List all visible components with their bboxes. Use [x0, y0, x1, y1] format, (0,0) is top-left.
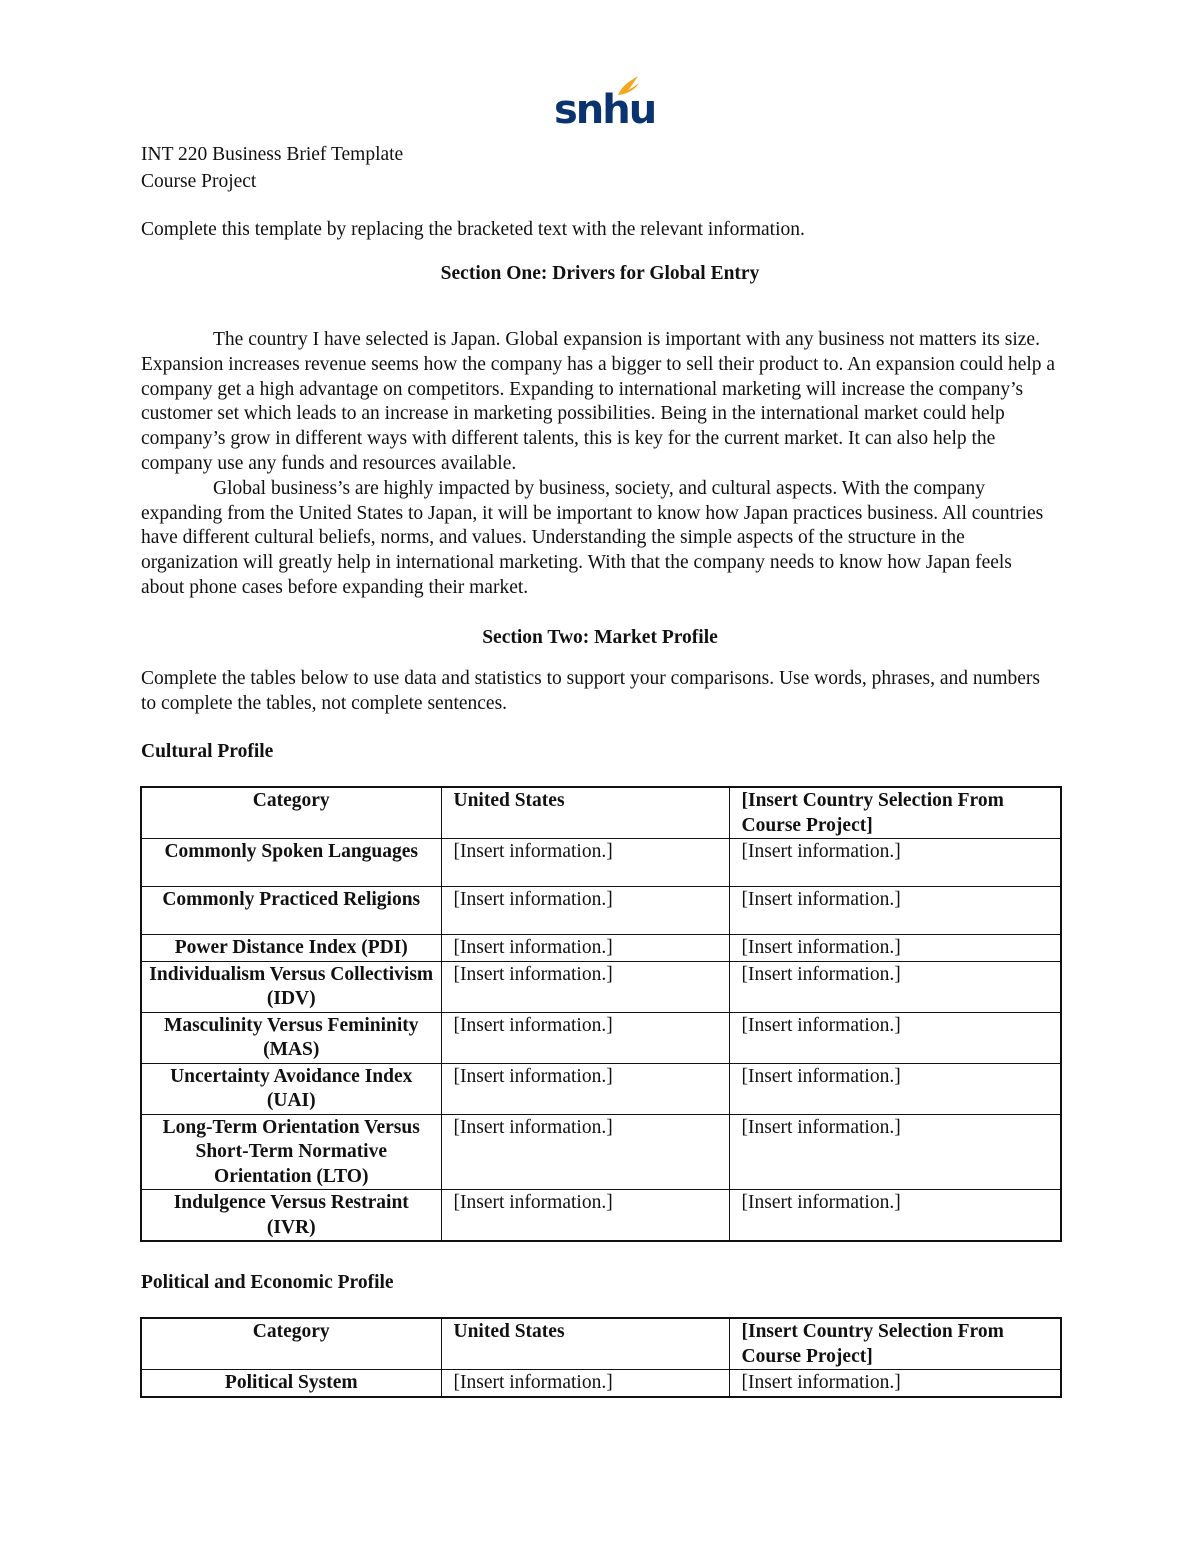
- header-selected-country: [Insert Country Selection From Course Project]: [729, 787, 1061, 839]
- row-category: Uncertainty Avoidance Index (UAI): [141, 1063, 441, 1114]
- row-country-value: [Insert information.]: [729, 1370, 1061, 1397]
- row-country-value: [Insert information.]: [729, 935, 1061, 962]
- table-row: [141, 839, 1061, 887]
- row-us-value: [Insert information.]: [441, 1370, 729, 1397]
- row-country-value: [Insert information.]: [729, 839, 1061, 887]
- row-category: Commonly Spoken Languages: [141, 839, 441, 887]
- row-country-value: [Insert information.]: [729, 1012, 1061, 1063]
- row-us-value: [Insert information.]: [441, 1114, 729, 1190]
- document-title: INT 220 Business Brief Template: [141, 144, 404, 165]
- table-header-row: [141, 787, 1061, 839]
- political-profile-title: Political and Economic Profile: [141, 1272, 394, 1293]
- table-row: [141, 1190, 1061, 1242]
- row-country-value: [Insert information.]: [729, 1190, 1061, 1242]
- row-us-value: [Insert information.]: [441, 1012, 729, 1063]
- header-selected-country: [Insert Country Selection From Course Project]: [729, 1318, 1061, 1370]
- logo-text: snhu: [554, 87, 656, 133]
- row-category: Power Distance Index (PDI): [141, 935, 441, 962]
- section-two-instruction: Complete the tables below to use data and statistics to support your comparisons. Use words, phrases, and numbers to complete the tables, not complete sentences.: [141, 668, 1040, 714]
- cultural-profile-table: [140, 786, 1062, 1242]
- cultural-profile-title: Cultural Profile: [141, 741, 274, 762]
- table-row: [141, 1063, 1061, 1114]
- table-row: [141, 935, 1061, 962]
- row-country-value: [Insert information.]: [729, 1063, 1061, 1114]
- header-united-states: United States: [441, 787, 729, 839]
- document-subtitle: Course Project: [141, 171, 257, 192]
- row-country-value: [Insert information.]: [729, 961, 1061, 1012]
- table-row: [141, 1012, 1061, 1063]
- body-paragraph: Global business’s are highly impacted by business, society, and cultural aspects. With the company expanding from the United States to Japan, it will be important to know how Japan practices business. All countries have different cultural beliefs, norms, and values. Understanding the simple aspects of the structure in the organization will greatly help in international marketing. With that the company needs to know how Japan feels about phone cases before expanding their market.: [141, 477, 1044, 598]
- row-us-value: [Insert information.]: [441, 1190, 729, 1242]
- row-country-value: [Insert information.]: [729, 1114, 1061, 1190]
- political-profile-table: [140, 1317, 1062, 1398]
- row-category: Long-Term Orientation Versus Short-Term Normative Orientation (LTO): [141, 1114, 441, 1190]
- table-header-row: [141, 1318, 1061, 1370]
- row-us-value: [Insert information.]: [441, 1063, 729, 1114]
- table-row: [141, 1370, 1061, 1397]
- row-category: Masculinity Versus Femininity (MAS): [141, 1012, 441, 1063]
- row-category: Commonly Practiced Religions: [141, 887, 441, 935]
- row-category: Political System: [141, 1370, 441, 1397]
- header-category: Category: [141, 787, 441, 839]
- row-us-value: [Insert information.]: [441, 887, 729, 935]
- row-us-value: [Insert information.]: [441, 839, 729, 887]
- table-row: [141, 887, 1061, 935]
- section-one-body: [141, 328, 1059, 601]
- row-us-value: [Insert information.]: [441, 935, 729, 962]
- template-instruction: Complete this template by replacing the bracketed text with the relevant information.: [141, 219, 805, 240]
- row-category: Indulgence Versus Restraint (IVR): [141, 1190, 441, 1242]
- header-category: Category: [141, 1318, 441, 1370]
- row-category: Individualism Versus Collectivism (IDV): [141, 961, 441, 1012]
- snhu-logo: [554, 74, 656, 134]
- header-united-states: United States: [441, 1318, 729, 1370]
- table-row: [141, 1114, 1061, 1190]
- row-us-value: [Insert information.]: [441, 961, 729, 1012]
- row-country-value: [Insert information.]: [729, 887, 1061, 935]
- table-row: [141, 961, 1061, 1012]
- body-paragraph: The country I have selected is Japan. Global expansion is important with any business not matters its size. Expansion increases revenue seems how the company has a bigger to sell their product to. An expansion could help a company get a high advantage on competitors. Expanding to international marketing will increase the company’s customer set which leads to an increase in marketing possibilities. Being in the international market could help company’s grow in different ways with different talents, this is key for the current market. It can also help the company use any funds and resources available.: [141, 329, 1056, 474]
- section-two-heading: Section Two: Market Profile: [482, 627, 718, 648]
- section-one-heading: Section One: Drivers for Global Entry: [440, 263, 760, 284]
